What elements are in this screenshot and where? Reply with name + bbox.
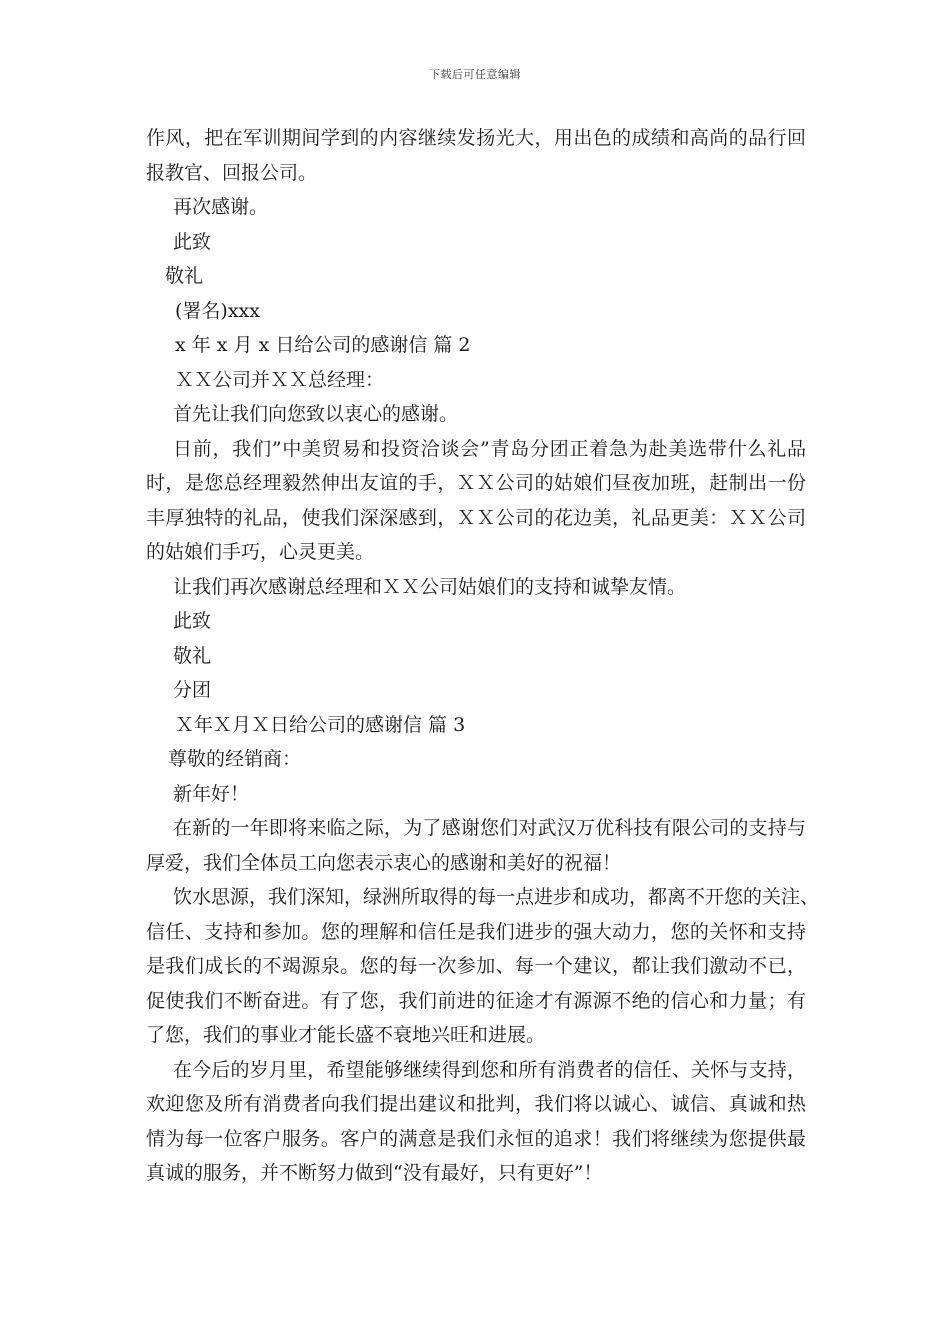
text-line: 分团: [173, 679, 212, 701]
text-line: 丰厚独特的礼品，使我们深深感到，ＸＸ公司的花边美，礼品更美：ＸＸ公司: [146, 506, 806, 529]
document-body: [146, 121, 820, 1191]
section-heading: x 年 x 月 x 日给公司的感谢信 篇 2: [175, 334, 471, 356]
text-line: 情为每一位客户服务。客户的满意是我们永恒的追求！我们将继续为您提供最: [146, 1127, 806, 1150]
text-line: 厚爱，我们全体员工向您表示衷心的感谢和美好的祝福！: [146, 851, 622, 874]
text-line: 日前，我们”中美贸易和投资洽谈会”青岛分团正着急为赴美选带什么礼品: [173, 437, 806, 460]
text-line: (署名)xxx: [175, 299, 260, 322]
text-line: 在新的一年即将来临之际，为了感谢您们对武汉万优科技有限公司的支持与: [173, 817, 806, 839]
section-heading: Ｘ年Ｘ月Ｘ日给公司的感谢信 篇 3: [175, 713, 466, 736]
text-line: 首先让我们向您致以衷心的感谢。: [173, 403, 459, 425]
text-line: ＸＸ公司并ＸＸ总经理：: [175, 368, 385, 391]
text-line: 敬礼: [165, 265, 204, 287]
text-line: 此致: [173, 610, 212, 632]
text-line: 在今后的岁月里，希望能够继续得到您和所有消费者的信任、关怀与支持，: [173, 1058, 806, 1081]
text-line: 信任、支持和参加。您的理解和信任是我们进步的强大动力，您的关怀和支持: [146, 920, 806, 943]
text-line: 真诚的服务，并不断努力做到“没有最好，只有更好”！: [146, 1162, 603, 1184]
text-line: 的姑娘们手巧，心灵更美。: [146, 541, 375, 563]
text-line: 新年好！: [173, 782, 250, 805]
text-line: 欢迎您及所有消费者向我们提出建议和批判，我们将以诚心、诚信、真诚和热: [146, 1093, 806, 1115]
text-line: 作风，把在军训期间学到的内容继续发扬光大，用出色的成绩和高尚的品行回: [146, 127, 806, 149]
text-line: 此致: [173, 230, 212, 253]
page-header: 下载后可任意编辑: [429, 68, 521, 81]
text-line: 了您，我们的事业才能长盛不衰地兴旺和进展。: [146, 1024, 546, 1046]
text-line: 饮水思源，我们深知，绿洲所取得的每一点进步和成功，都离不开您的关注、: [173, 886, 820, 908]
text-line: 时，是您总经理毅然伸出友谊的手，ＸＸ公司的姑娘们昼夜加班，赶制出一份: [146, 472, 806, 494]
text-line: 尊敬的经销商：: [168, 748, 302, 770]
text-line: 报教官、回报公司。: [146, 161, 318, 184]
text-line: 敬礼: [173, 644, 212, 667]
text-line: 促使我们不断奋进。有了您，我们前进的征途才有源源不绝的信心和力量；有: [146, 989, 806, 1012]
text-line: 再次感谢。: [173, 196, 269, 218]
text-line: 是我们成长的不竭源泉。您的每一次参加、每一个建议，都让我们激动不已，: [146, 955, 806, 977]
text-line: 让我们再次感谢总经理和ＸＸ公司姑娘们的支持和诚挚友情。: [173, 575, 687, 598]
